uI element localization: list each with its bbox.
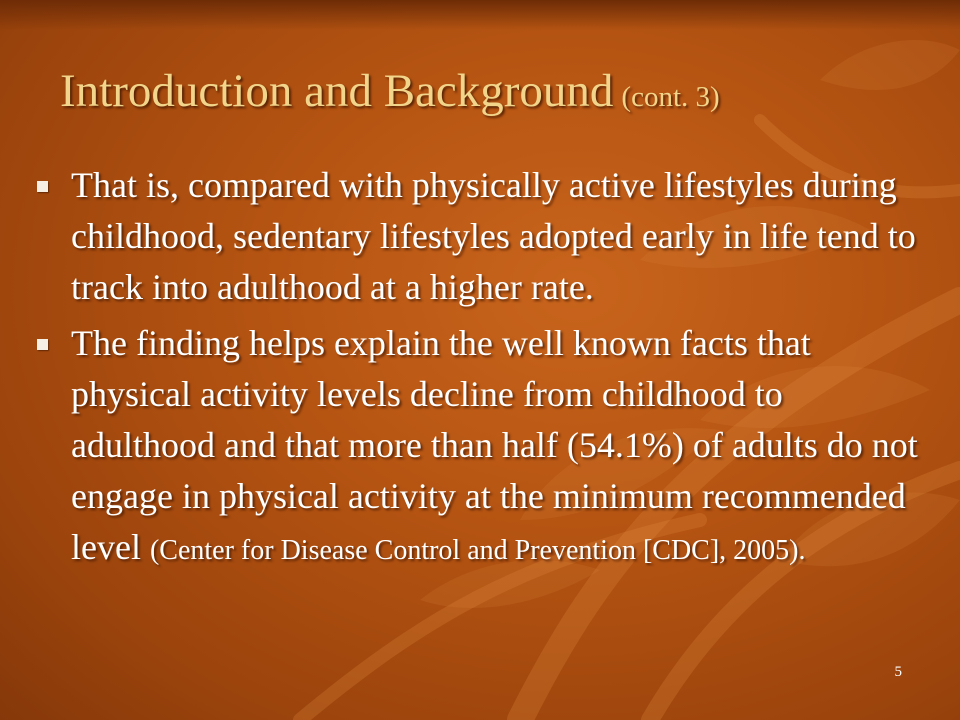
slide-title: [60, 64, 720, 118]
bullet-item-1: [28, 160, 933, 313]
bullet-text-1: That is, compared with physically active lifestyles during childhood, sedentary lifestyles adopted early in life tend to track into adulthood at a higher rate.: [71, 165, 916, 307]
bullet-list: [28, 160, 933, 576]
page-number: 5: [894, 664, 902, 680]
bullet-text-2: The finding helps explain the well known facts that physical activity levels decline from childhood to adulthood and that more than half (54.1%) of adults do not engage in physical activity at the minimum recommended level: [71, 323, 918, 567]
square-bullet-icon: [37, 181, 48, 192]
square-bullet-icon: [37, 339, 48, 350]
slide-title-main: Introduction and Background: [60, 65, 614, 117]
bullet-item-2: [28, 318, 933, 576]
bullet-citation: (Center for Disease Control and Prevention [CDC], 2005).: [149, 535, 806, 566]
slide-title-suffix: (cont. 3): [621, 81, 720, 113]
